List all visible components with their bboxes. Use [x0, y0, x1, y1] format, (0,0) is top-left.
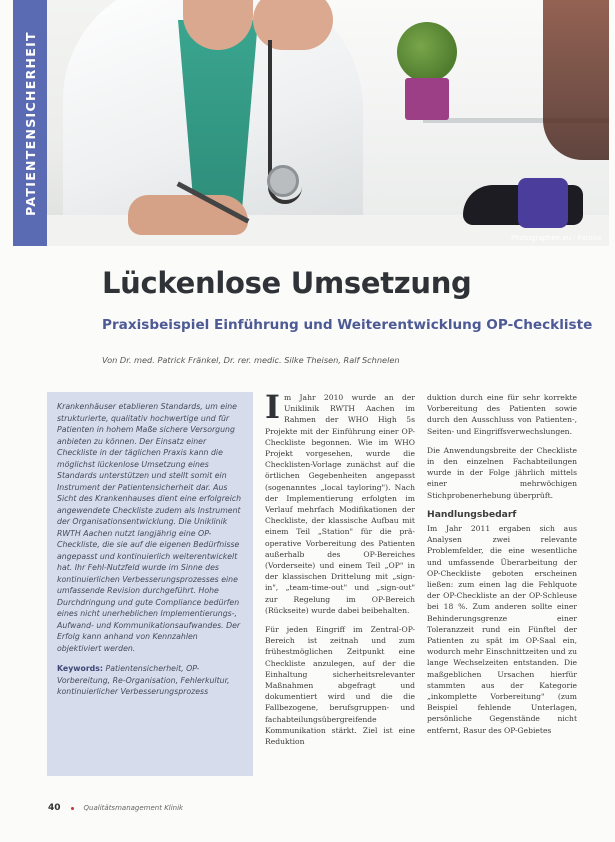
abstract-box [47, 392, 253, 776]
keywords-list: Patientensicherheit, OP-Vorbereitung, Re-Organisation, Fehlerkultur, kontinuierlicher Verbesserungsprozess [57, 664, 230, 696]
paragraph: Die Anwendungsbreite der Checkliste in den einzelnen Fachabteilungen wurde in der Folge jährlich mittels einer mehrwöchigen Stichprobenerhebung überprüft. [427, 445, 577, 500]
plant [397, 22, 457, 82]
paragraph: Im Jahr 2011 ergaben sich aus Analysen zwei relevante Problemfelder, die eine wesentliche und umfassende Überarbeitung der OP-Checkliste geboten erscheinen ließen: zum einen lag die Fehlquote der OP-Checkliste an der OP-Schleuse bei 18 %. Zum anderen sollte einer Behinderungsgrenze einer Toleranzzeit rund ein Fünftel der Patienten zu spät im OP-Saal ein, wodurch mehr Einschnittzeiten und zu lange Wechselzeiten entstanden. Die maßgeblichen Ursachen hierfür stammten aus der Kategorie „inkomplette Vorbereitung" (zum Beispiel fehlende Unterlagen, persönliche Gegenstände nicht entfernt, Rasur des OP-Gebietes [427, 524, 577, 735]
paragraph: duktion durch eine für sehr korrekte Vorbereitung des Patienten sowie durch den Ausschluss von Patienten-, Seiten- und Eingriffsverwechslungen. [427, 393, 577, 436]
article-title: Lückenlose Umsetzung [102, 266, 472, 300]
body-column-1 [265, 392, 415, 782]
photo-credit: Photographee.eu · Fotolia [511, 234, 601, 242]
keywords [57, 663, 243, 698]
article-subtitle: Praxisbeispiel Einführung und Weiterentwicklung OP-Checkliste [102, 317, 593, 333]
page-number: 40 [48, 803, 61, 813]
journal-name: Qualitätsmanagement Klinik [83, 804, 184, 812]
section-tab [13, 0, 47, 246]
paragraph: Für jeden Eingriff im Zentral-OP-Bereich ist zeitnah und zum frühestmöglichen Zeitpunkt eine Checkliste anzulegen, auf der die Einhaltung sicherheitsrelevanter Maßnahmen abgefragt und dokumentiert wird und die die Fallbezogene, berufsgruppen- und fachabteilungsübergreifende Kommunikation stärkt. Ziel ist eine Reduktion [265, 625, 415, 747]
body-column-2 [427, 392, 577, 792]
drop-cap: I [265, 392, 280, 426]
abstract-text: Krankenhäuser etablieren Standards, um eine strukturierte, qualitativ hochwertige und für Patienten in hohem Maße sichere Versorgung anbieten zu können. Der Einsatz einer Checkliste in der täglichen Praxis kann die möglichst lückenlose Umsetzung eines Standards unterstützen und stellt somit ein Instrument der Patientensicherheit dar. Aus Sicht des Krankenhauses dient eine erfolgreich angewendete Checkliste zudem als Instrument der Organisationsentwicklung. Die Uniklinik RWTH Aachen nutzt langjährig eine OP-Checkliste, die sie auf die eigenen Bedürfnisse angepasst und kontinuierlich weiterentwickelt hat. Ihr Fehl-Nutzfeld wurde im Sinne des kontinuierlichen Verbesserungsprozesses eine umfassende Revision durchgeführt. Hohe Durchdringung und gute Compliance bedürfen eines nicht unerheblichen Implementierungs-, Aufwand- und Kommunikationsaufwandes. Der Erfolg kann anhand von Kennzahlen objektiviert werden. [57, 402, 242, 653]
page-footer [48, 803, 183, 813]
flower-pot [405, 78, 449, 120]
hero-photo [13, 0, 609, 246]
section-heading: Handlungsbedarf [427, 508, 517, 520]
keywords-label: Keywords: [57, 664, 104, 673]
section-label: PATIENTENSICHERHEIT [22, 30, 38, 216]
paragraph: m Jahr 2010 wurde an der Uniklinik RWTH Aachen im Rahmen der WHO High 5s Projekte mit der Einführung einer OP-Checkliste begonnen. Wie im WHO Projekt vorgesehen, wurde die Checklisten-Vorlage zunächst auf die örtlichen Gegebenheiten angepasst (sogenanntes „local tayloring"). Nach der Implementierung erfolgten im Verlauf mehrfach Modifikationen der Checkliste, der klassische Aufbau mit einem Teil „Station" für die prä-operative Vorbereitung des Patienten außerhalb des OP-Bereiches (Vorderseite) und einem Teil „OP" in der klassischen Drittelung mit „sign-in", „team-time-out" und „sign-out" zur Regelung im OP-Bereich (Rückseite) wurde dabei beibehalten. [265, 393, 415, 615]
footer-dot [71, 807, 74, 810]
article-authors: Von Dr. med. Patrick Fränkel, Dr. rer. medic. Silke Theisen, Ralf Schnelen [102, 355, 400, 365]
